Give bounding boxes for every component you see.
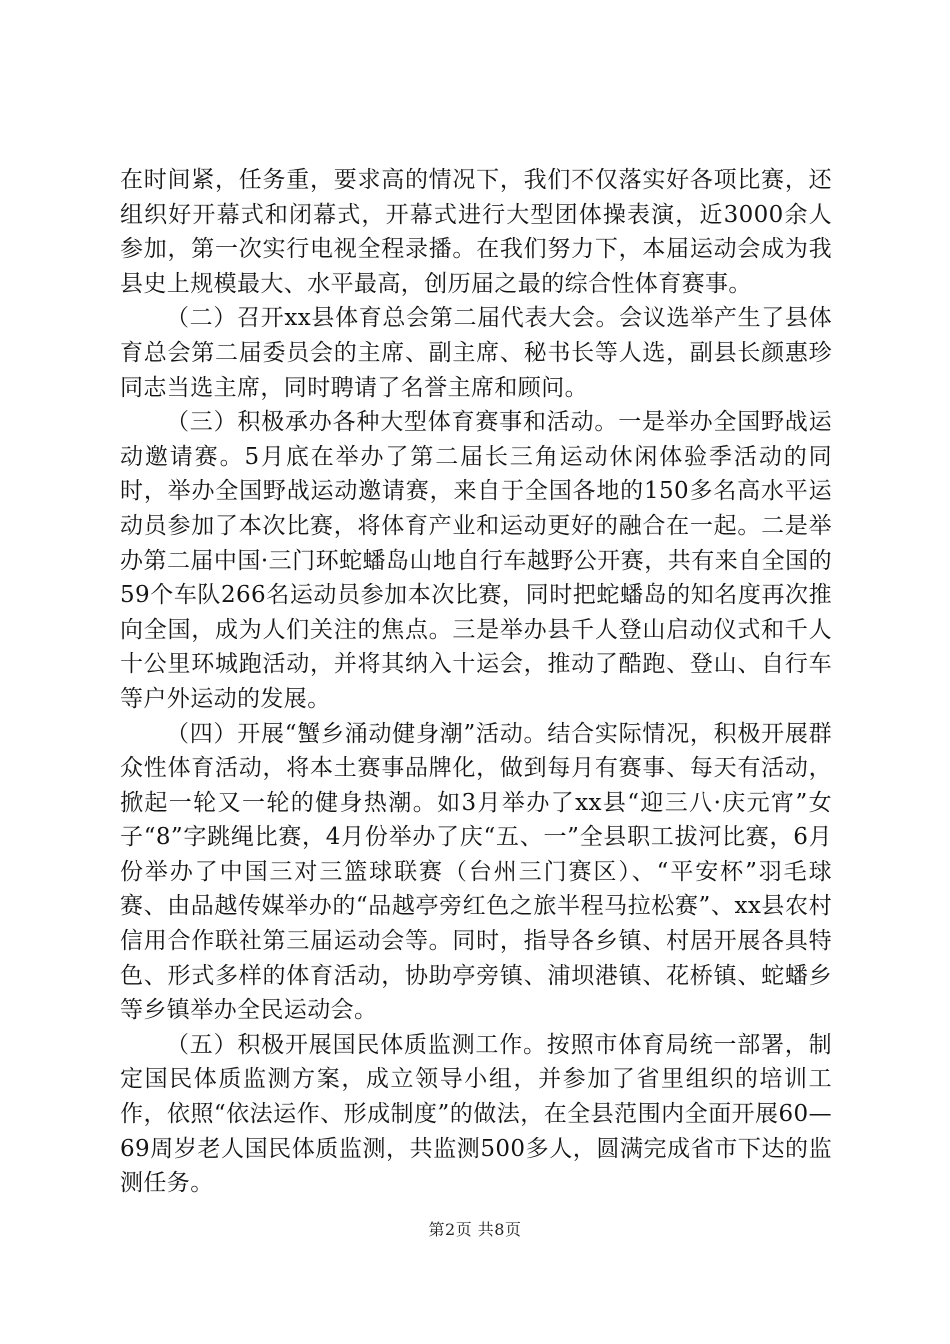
document-body [120, 163, 832, 1201]
page-number-footer: 第2页 共8页 [428, 1220, 522, 1239]
paragraph-fitness-campaign: （四）开展“蟹乡涌动健身潮”活动。结合实际情况，积极开展群众性体育活动，将本土赛事品牌化，做到每月有赛事、每天有活动，掀起一轮又一轮的健身热潮。如3月举办了xx县“迎三八·庆元宵”女子“8”字跳绳比赛，4月份举办了庆“五、一”全县职工拔河比赛，6月份举办了中国三对三篮球联赛（台州三门赛区）、“平安杯”羽毛球赛、由品越传媒举办的“品越亭旁红色之旅半程马拉松赛”、xx县农村信用合作联社第三届运动会等。同时，指导各乡镇、村居开展各具特色、形式多样的体育活动，协助亭旁镇、浦坝港镇、花桥镇、蛇蟠乡等乡镇举办全民运动会。 [120, 720, 832, 1024]
paragraph-major-events: （三）积极承办各种大型体育赛事和活动。一是举办全国野战运动邀请赛。5月底在举办了第二届长三角运动休闲体验季活动的同时，举办全国野战运动邀请赛，来自于全国各地的150多名高水平运动员参加了本次比赛，将体育产业和运动更好的融合在一起。二是举办第二届中国·三门环蛇蟠岛山地自行车越野公开赛，共有来自全国的59个车队266名运动员参加本次比赛，同时把蛇蟠岛的知名度再次推向全国，成为人们关注的焦点。三是举办县千人登山启动仪式和千人十公里环城跑活动，并将其纳入十运会，推动了酷跑、登山、自行车等户外运动的发展。 [120, 409, 832, 712]
paragraph-sports-meet-summary: 在时间紧，任务重，要求高的情况下，我们不仅落实好各项比赛，还组织好开幕式和闭幕式，开幕式进行大型团体操表演，近3000余人参加，第一次实行电视全程录播。在我们努力下，本届运动会成为我县史上规模最大、水平最高，创历届之最的综合性体育赛事。 [120, 167, 832, 297]
paragraph-sports-federation-congress: （二）召开xx县体育总会第二届代表大会。会议选举产生了县体育总会第二届委员会的主席、副主席、秘书长等人选，副县长颜惠珍同志当选主席，同时聘请了名誉主席和顾问。 [120, 305, 832, 401]
paragraph-physique-monitoring: （五）积极开展国民体质监测工作。按照市体育局统一部署，制定国民体质监测方案，成立领导小组，并参加了省里组织的培训工作，依照“依法运作、形成制度”的做法，在全县范围内全面开展60—69周岁老人国民体质监测，共监测500多人，圆满完成省市下达的监测任务。 [120, 1031, 832, 1197]
